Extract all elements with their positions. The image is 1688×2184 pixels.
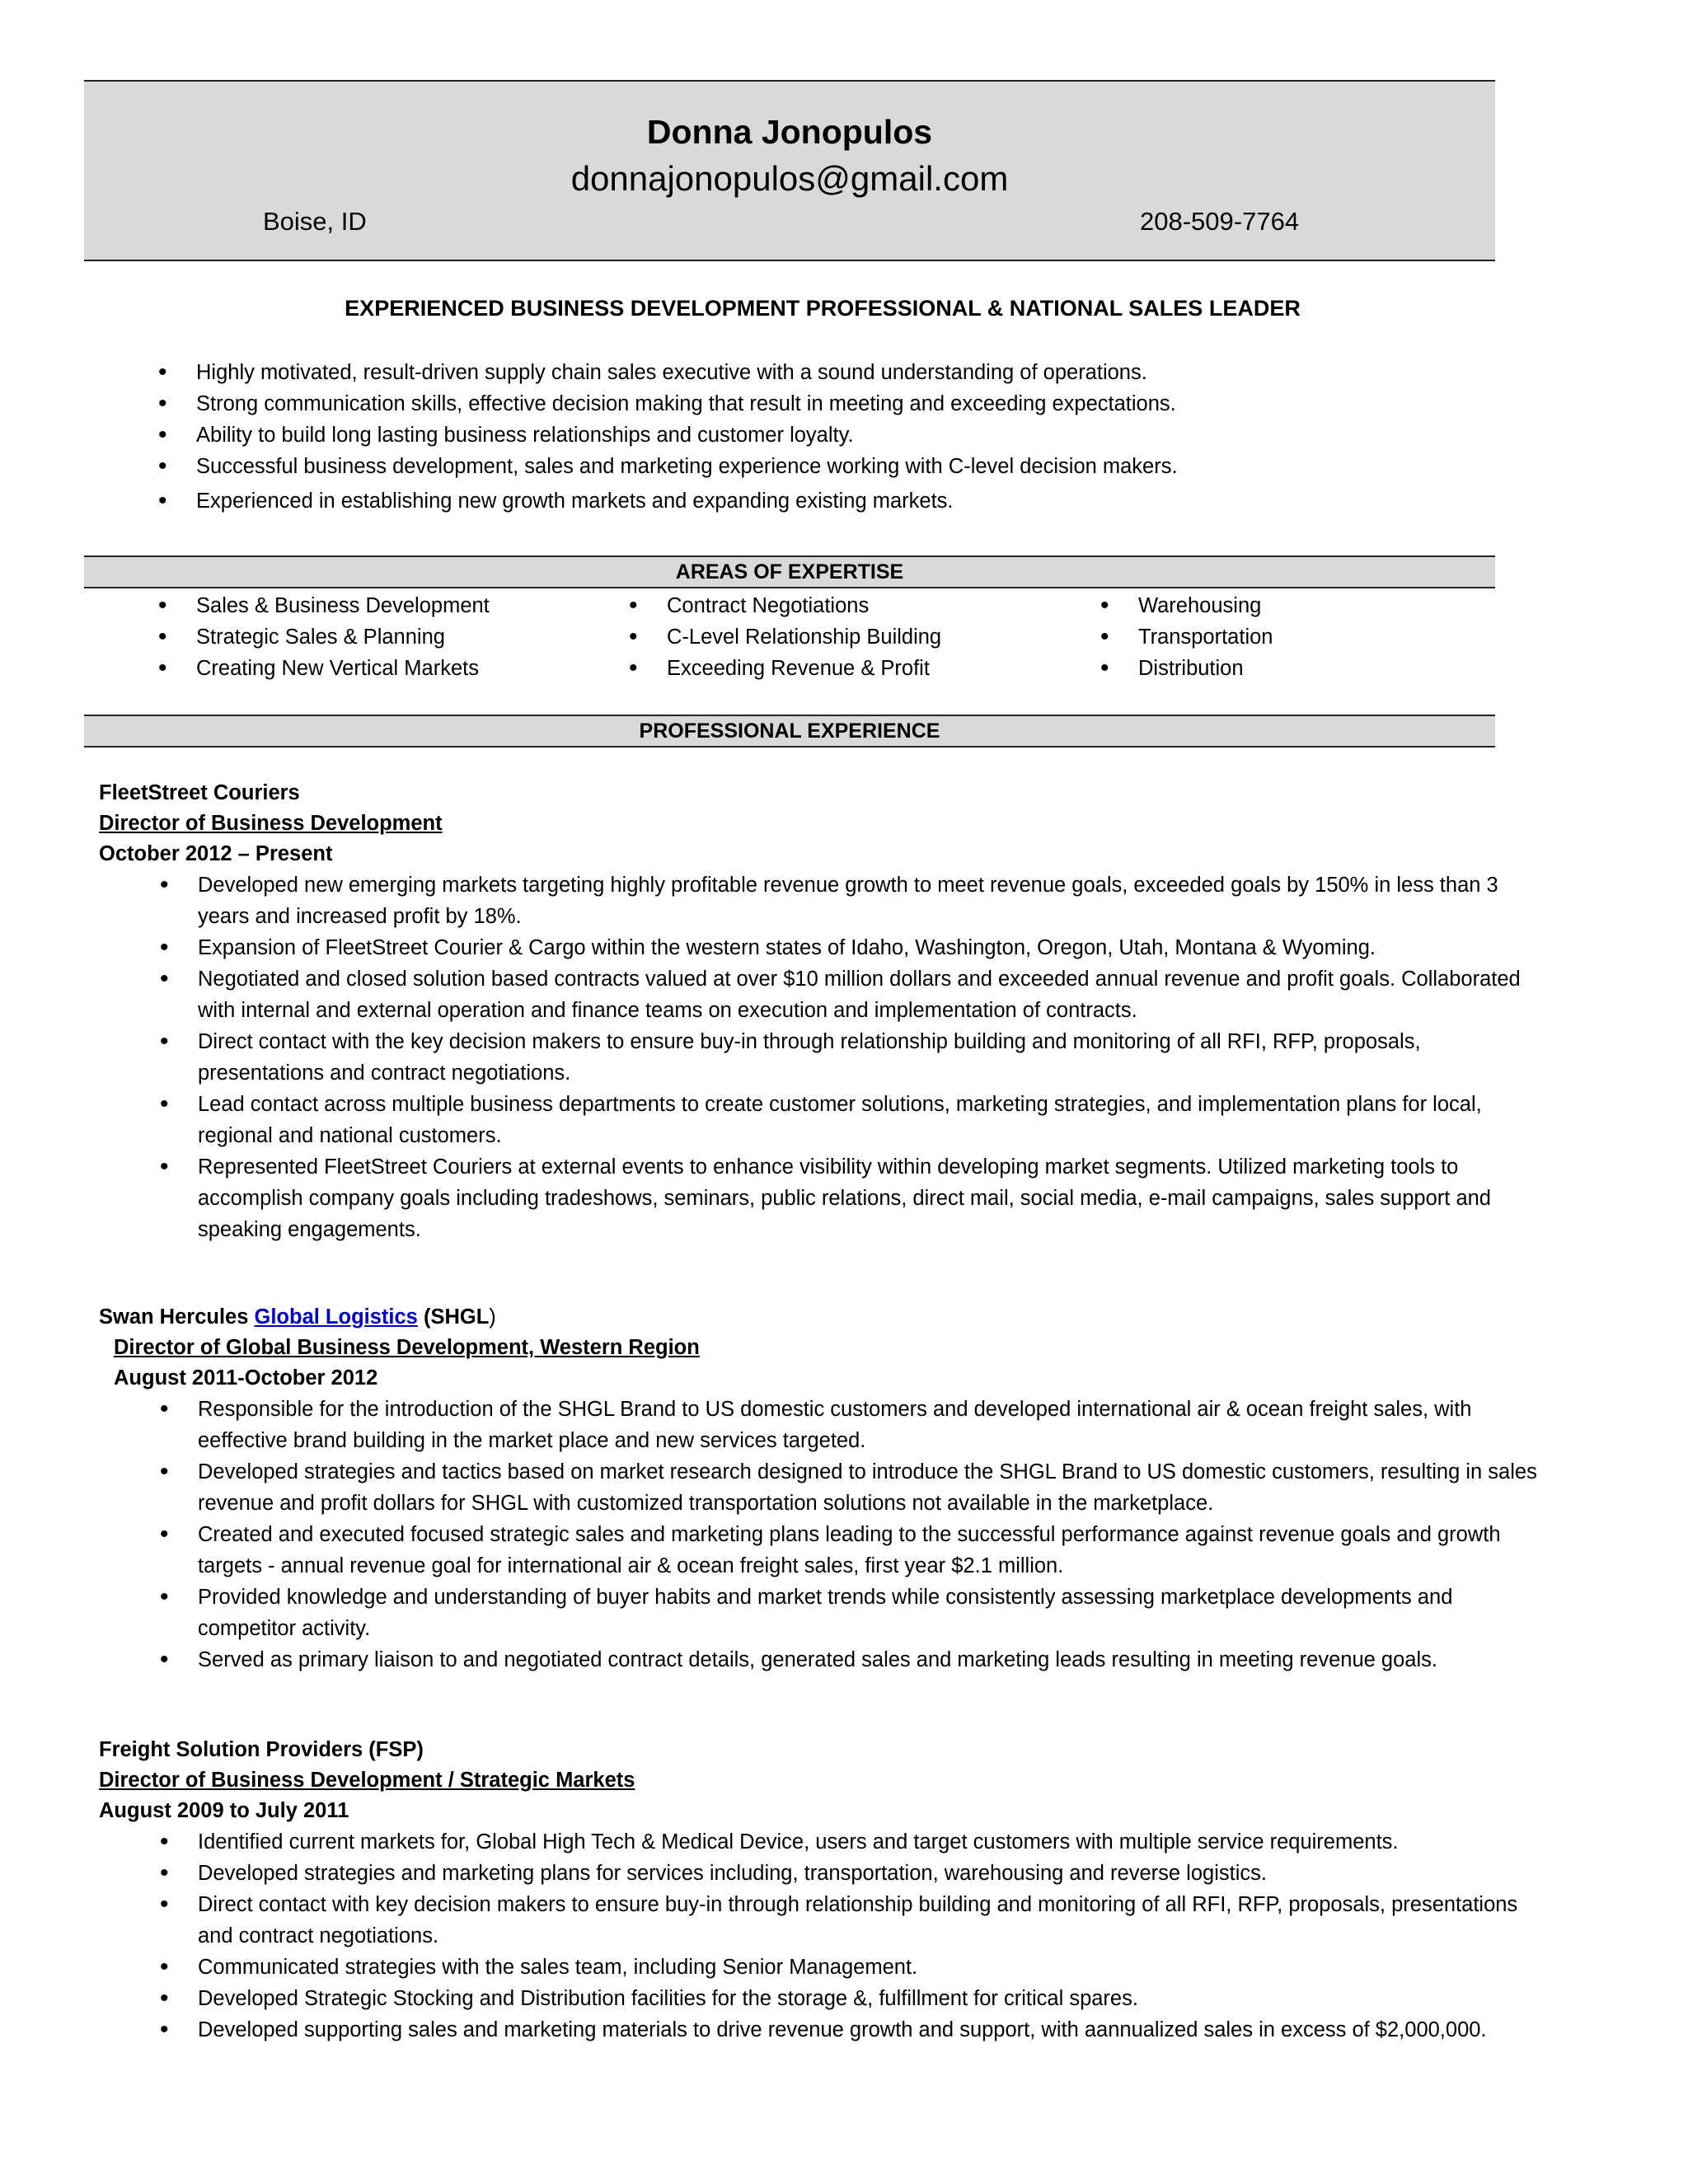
job-bullet: • Developed strategies and marketing plans for services including, transportation, warehousing and reverse logistics. <box>198 1858 1550 1889</box>
job-dates: August 2009 to July 2011 <box>99 1799 349 1822</box>
job-bullet: • Lead contact across multiple business departments to create customer solutions, marketing strategies, and implementation plans for local, regional and national customers. <box>198 1089 1550 1151</box>
contact-header <box>84 80 1495 261</box>
expertise-column-1 <box>196 590 490 684</box>
job-bullet: • Negotiated and closed solution based contracts valued at over $10 million dollars and exceeded annual revenue and profit goals. Collaborated with internal and external operation and finance teams on execution and implementation of contracts. <box>198 963 1550 1026</box>
company-close: ) <box>489 1305 496 1329</box>
summary-item: • Highly motivated, result-driven supply chain sales executive with a sound understanding of operations. <box>196 357 1515 388</box>
company-suffix: (SHGL <box>417 1305 490 1329</box>
summary-item: • Experienced in establishing new growth markets and expanding existing markets. <box>196 485 1515 517</box>
expertise-item: • Distribution <box>1138 653 1273 684</box>
summary-item: • Successful business development, sales and marketing experience working with C-level decision makers. <box>196 451 1515 482</box>
company-link[interactable]: Global Logistics <box>254 1305 418 1329</box>
email-address: donnajonopulos@gmail.com <box>570 159 1009 198</box>
job-bullet: • Developed strategies and tactics based on market research designed to introduce the SHGL Brand to US domestic customers, resulting in sales revenue and profit dollars for SHGL with customized transportation solutions not available in the marketplace. <box>198 1456 1550 1519</box>
job-bullets <box>198 869 1550 1245</box>
job-title: Director of Business Development / Strategic Markets <box>99 1769 635 1792</box>
expertise-column-2 <box>667 590 941 684</box>
company-name <box>99 1302 1550 1333</box>
professional-headline: EXPERIENCED BUSINESS DEVELOPMENT PROFESSIONAL & NATIONAL SALES LEADER <box>345 296 1301 321</box>
expertise-item: • Sales & Business Development <box>196 590 490 621</box>
job-entry <box>99 778 1550 1245</box>
job-bullet: • Expansion of FleetStreet Courier & Cargo within the western states of Idaho, Washington, Oregon, Utah, Montana & Wyoming. <box>198 932 1550 963</box>
summary-list <box>196 357 1515 517</box>
company-name: Freight Solution Providers (FSP) <box>99 1738 424 1761</box>
expertise-column-3 <box>1138 590 1273 684</box>
job-bullet: • Served as primary liaison to and negotiated contract details, generated sales and marketing leads resulting in meeting revenue goals. <box>198 1644 1550 1675</box>
job-title: Director of Global Business Development, Western Region <box>114 1336 700 1359</box>
experience-heading: PROFESSIONAL EXPERIENCE <box>84 715 1495 748</box>
job-bullet: • Developed supporting sales and marketing materials to drive revenue growth and support, with aannualized sales in excess of $2,000,000. <box>198 2014 1550 2046</box>
job-bullets <box>198 1394 1550 1675</box>
job-bullet: • Identified current markets for, Global High Tech & Medical Device, users and target customers with multiple service requirements. <box>198 1826 1550 1858</box>
job-bullet: • Represented FleetStreet Couriers at external events to enhance visibility within developing market segments. Utilized marketing tools to accomplish company goals including tradeshows, seminars, public relations, direct mail, social media, e-mail campaigns, sales support and speaking engagements. <box>198 1151 1550 1245</box>
expertise-item: • Warehousing <box>1138 590 1273 621</box>
job-bullet: • Developed new emerging markets targeting highly profitable revenue growth to meet revenue goals, exceeded goals by 150% in less than 3 years and increased profit by 18%. <box>198 869 1550 932</box>
job-dates: August 2011-October 2012 <box>114 1366 378 1390</box>
expertise-item: • Transportation <box>1138 621 1273 653</box>
job-bullet: • Direct contact with the key decision makers to ensure buy-in through relationship building and monitoring of all RFI, RFP, proposals, presentations and contract negotiations. <box>198 1026 1550 1089</box>
phone-number: 208-509-7764 <box>1140 207 1300 236</box>
company-prefix: Swan Hercules <box>99 1305 255 1329</box>
location: Boise, ID <box>263 207 367 236</box>
summary-item: • Ability to build long lasting business relationships and customer loyalty. <box>196 419 1515 451</box>
job-bullet: • Developed Strategic Stocking and Distribution facilities for the storage &, fulfillment for critical spares. <box>198 1983 1550 2014</box>
job-entry <box>99 1735 1550 2046</box>
company-name: FleetStreet Couriers <box>99 781 300 804</box>
job-bullet: • Direct contact with key decision makers to ensure buy-in through relationship building and monitoring of all RFI, RFP, proposals, presentations and contract negotiations. <box>198 1889 1550 1952</box>
job-entry <box>99 1302 1550 1675</box>
job-bullet: • Provided knowledge and understanding of buyer habits and market trends while consistently assessing marketplace developments and competitor activity. <box>198 1582 1550 1644</box>
expertise-item: • Exceeding Revenue & Profit <box>667 653 941 684</box>
expertise-item: • Creating New Vertical Markets <box>196 653 490 684</box>
expertise-heading: AREAS OF EXPERTISE <box>84 555 1495 588</box>
job-bullet: • Communicated strategies with the sales team, including Senior Management. <box>198 1952 1550 1983</box>
job-bullet: • Responsible for the introduction of the SHGL Brand to US domestic customers and developed international air & ocean freight sales, with eeffective brand building in the market place and new services targeted. <box>198 1394 1550 1456</box>
expertise-item: • Strategic Sales & Planning <box>196 621 490 653</box>
job-bullets <box>198 1826 1550 2046</box>
job-dates: October 2012 – Present <box>99 842 333 865</box>
job-bullet: • Created and executed focused strategic sales and marketing plans leading to the successful performance against revenue goals and growth targets - annual revenue goal for international air & ocean freight sales, first year $2.1 million. <box>198 1519 1550 1582</box>
expertise-item: • Contract Negotiations <box>667 590 941 621</box>
job-title: Director of Business Development <box>99 812 443 835</box>
expertise-item: • C-Level Relationship Building <box>667 621 941 653</box>
candidate-name: Donna Jonopulos <box>646 113 933 151</box>
summary-item: • Strong communication skills, effective decision making that result in meeting and exceeding expectations. <box>196 388 1515 419</box>
